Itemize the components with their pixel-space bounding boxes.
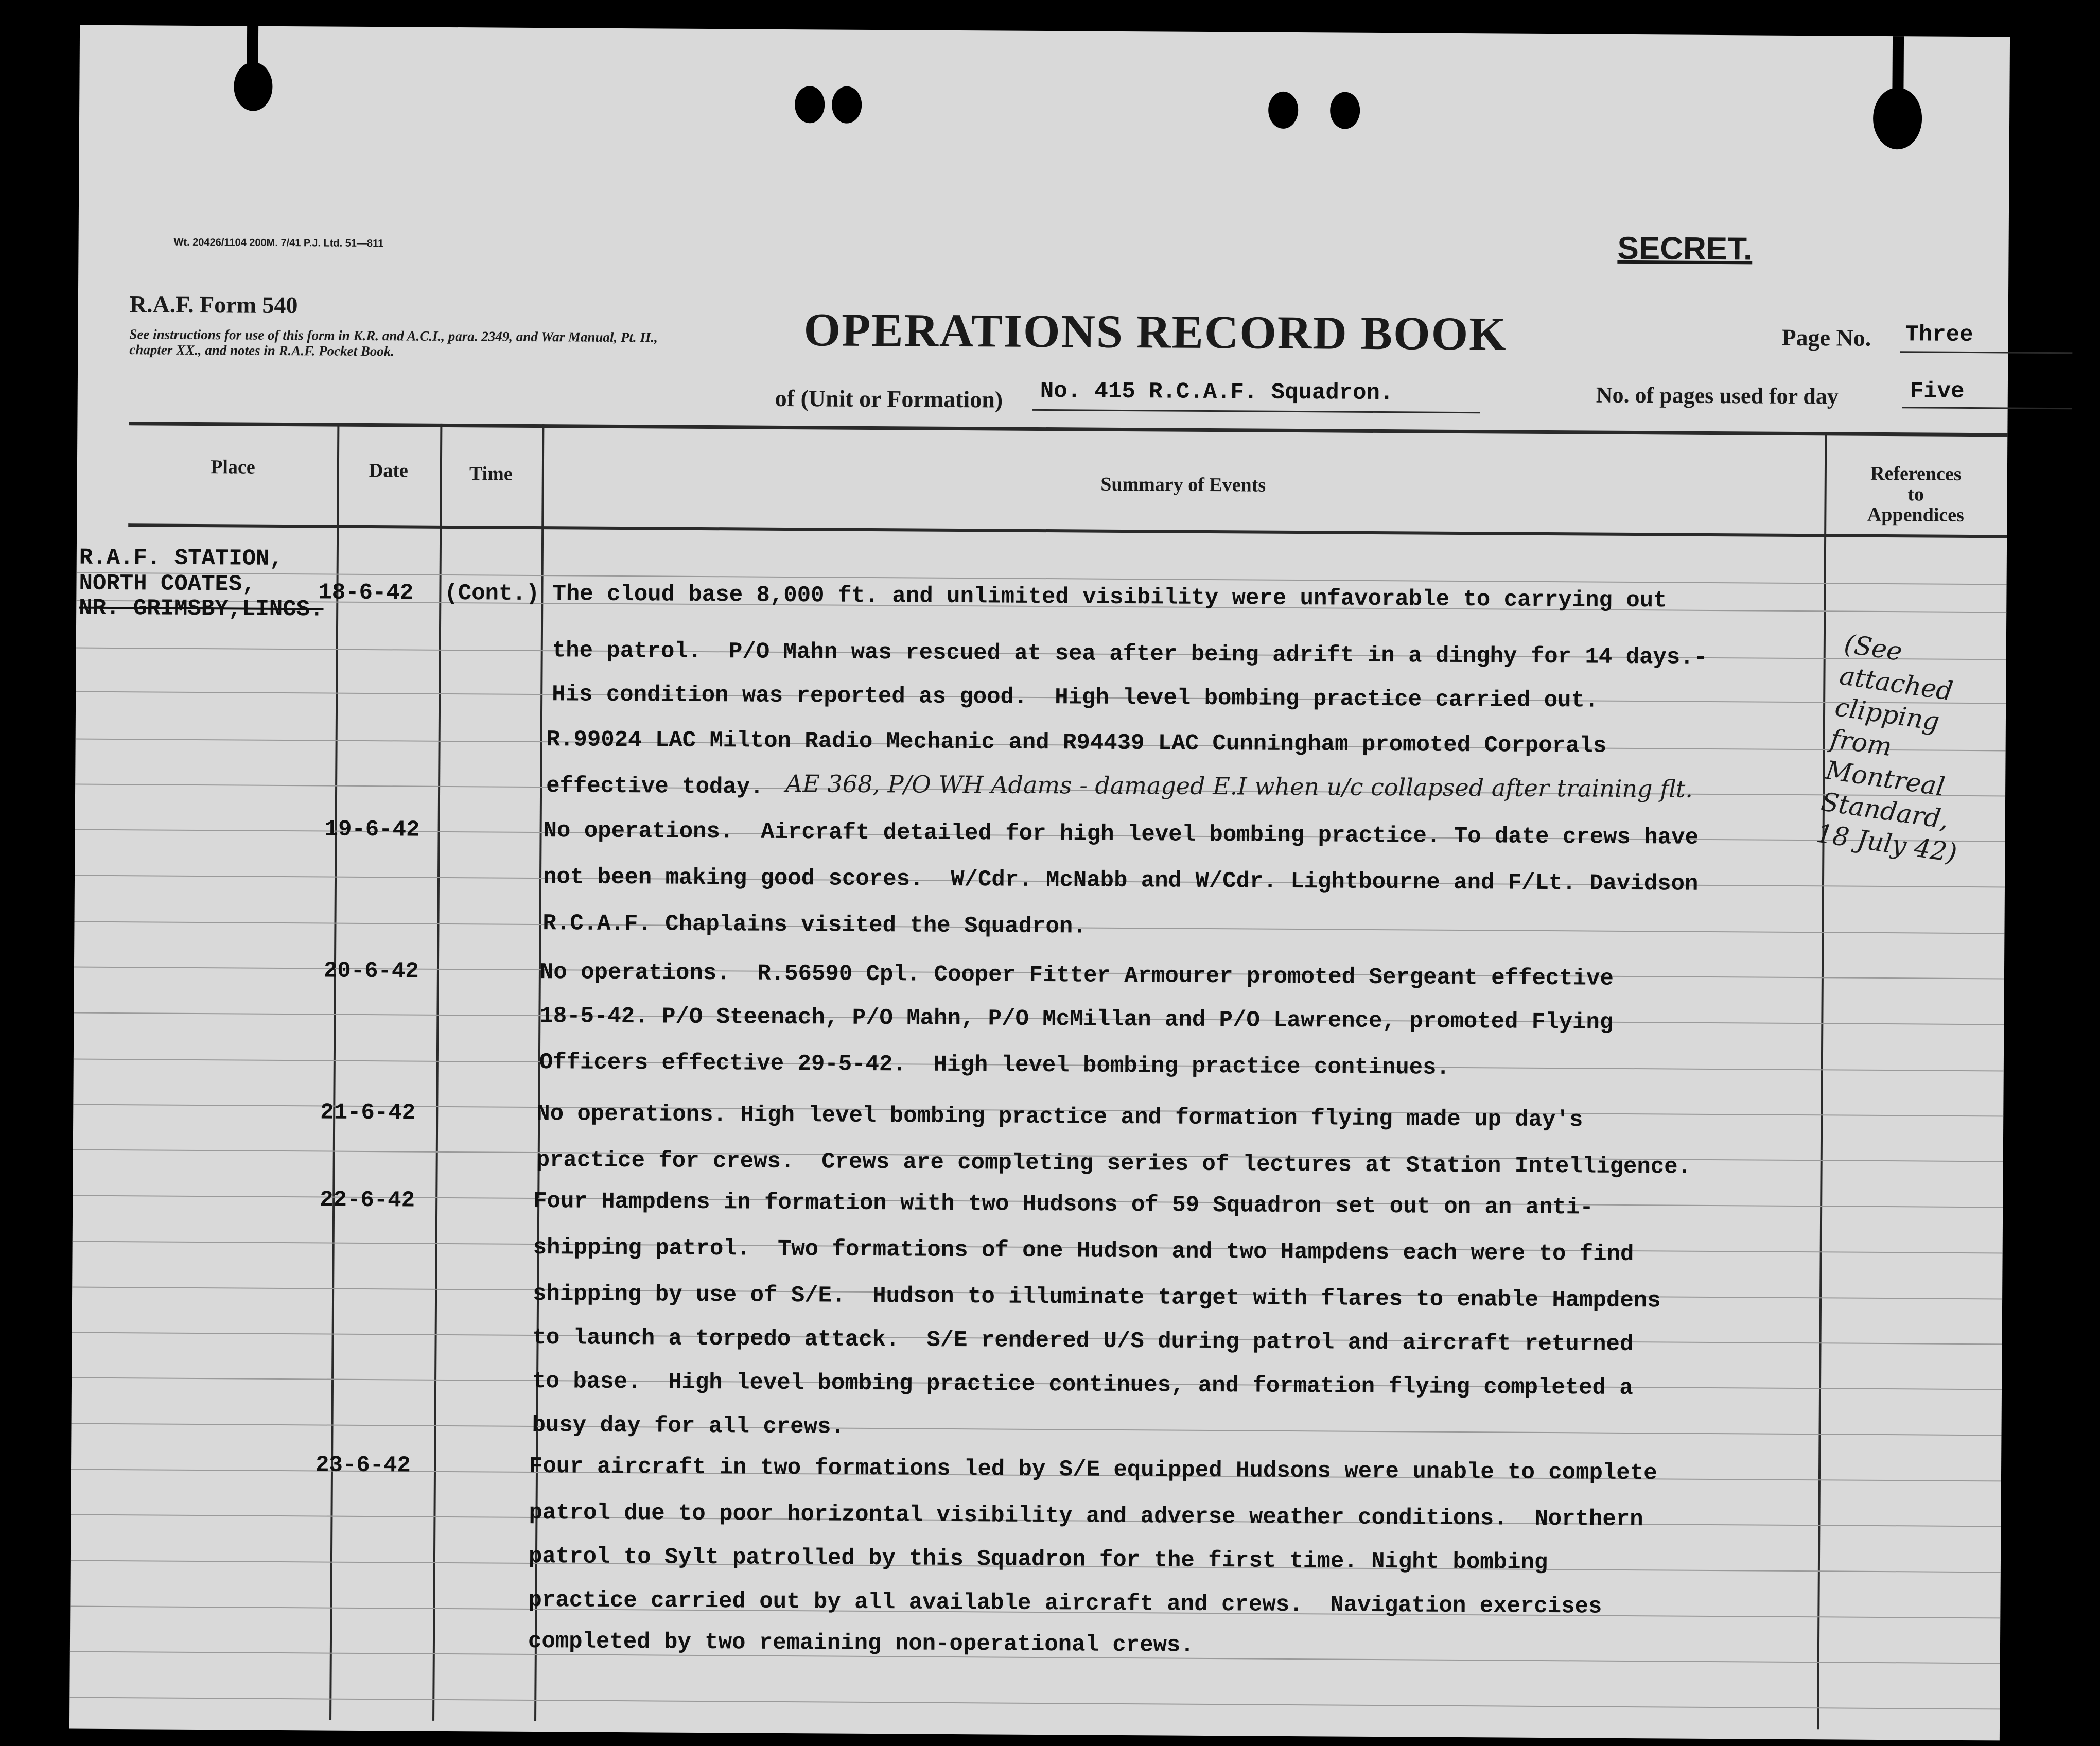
summary-line: effective today. — [546, 773, 764, 800]
unit-label: of (Unit or Formation) — [775, 385, 1003, 413]
unit-rule — [1032, 409, 1480, 413]
handwritten-annotation: AE 368, P/O WH Adams - damaged E.I when u/c collapsed after training flt. — [785, 769, 1693, 803]
col-divider-summary — [1817, 432, 1827, 1729]
col-divider-place — [329, 423, 339, 1720]
summary-line: Officers effective 29-5-42. High level bombing practice continues. — [539, 1050, 1450, 1081]
summary-line: No operations. R.56590 Cpl. Cooper Fitter Armourer promoted Sergeant effective — [539, 959, 1614, 992]
summary-line: The cloud base 8,000 ft. and unlimited visibility were unfavorable to carrying out — [552, 581, 1667, 614]
summary-line: patrol due to poor horizontal visibility and adverse weather conditions. Northern — [529, 1499, 1643, 1533]
summary-line: No operations. Aircraft detailed for high level bombing practice. To date crews have — [543, 818, 1699, 851]
page-no-label: Page No. — [1781, 324, 1871, 351]
page-no-value: Three — [1905, 322, 1973, 348]
summary-line: practice carried out by all available aircraft and crews. Navigation exercises — [528, 1587, 1602, 1620]
col-header-date: Date — [369, 460, 408, 482]
unit-value: No. 415 R.C.A.F. Squadron. — [1040, 378, 1394, 407]
form-instructions: See instructions for use of this form in K.R. and A.C.I., para. 2349, and War Manual, Pt. II., chapter XX., and notes in R.A.F. Pocket Book. — [129, 326, 658, 359]
summary-line: R.99024 LAC Milton Radio Mechanic and R94439 LAC Cunningham promoted Corporals — [546, 727, 1607, 759]
pages-used-label: No. of pages used for day — [1596, 382, 1839, 409]
entry-date: 18-6-42 — [318, 580, 414, 606]
pages-used-value: Five — [1910, 378, 1965, 405]
col-divider-date — [432, 424, 442, 1721]
entry-date: 19-6-42 — [324, 816, 420, 843]
entry-time: (Cont.) — [444, 580, 540, 607]
entry-date: 22-6-42 — [320, 1187, 415, 1214]
punch-hole-2 — [832, 86, 862, 124]
form-number: R.A.F. Form 540 — [129, 291, 298, 319]
summary-line: not been making good scores. W/Cdr. McNabb and W/Cdr. Lightbourne and F/Lt. Davidson — [542, 864, 1699, 897]
security-classification: SECRET. — [1617, 230, 1753, 267]
summary-line: No operations. High level bombing practice and formation flying made up day's — [536, 1101, 1583, 1133]
summary-line: to launch a torpedo attack. S/E rendered U/S during patrol and aircraft returned — [532, 1324, 1634, 1358]
summary-line: to base. High level bombing practice continues, and formation flying completed a — [532, 1368, 1633, 1402]
table-header-bottom-border — [128, 523, 2007, 538]
punch-hole-1 — [795, 86, 825, 123]
binder-slot-right — [1892, 36, 1904, 93]
page-no-rule — [1900, 351, 2072, 354]
summary-line: 18-5-42. P/O Steenach, P/O Mahn, P/O McMillan and P/O Lawrence, promoted Flying — [539, 1003, 1614, 1036]
place-line-3: NR. GRIMSBY,LINCS. — [79, 595, 324, 623]
pages-used-rule — [1902, 407, 2072, 409]
summary-line: the patrol. P/O Mahn was rescued at sea after being adrift in a dinghy for 14 days.- — [552, 638, 1708, 671]
entry-date: 21-6-42 — [320, 1099, 416, 1126]
summary-line: practice for crews. Crews are completing series of lectures at Station Intelligence. — [536, 1147, 1692, 1180]
summary-line: His condition was reported as good. High level bombing practice carried out. — [552, 682, 1599, 714]
binder-hole-left — [234, 62, 273, 111]
punch-hole-4 — [1330, 92, 1360, 129]
entry-date: 20-6-42 — [323, 958, 419, 985]
summary-line: completed by two remaining non-operational crews. — [528, 1628, 1194, 1658]
col-header-references: References to Appendices — [1867, 462, 1964, 526]
summary-line: Four aircraft in two formations led by S/E equipped Hudsons were unable to complete — [529, 1453, 1657, 1487]
page-title: OPERATIONS RECORD BOOK — [803, 303, 1508, 360]
place-line-2: NORTH COATES, — [79, 570, 256, 598]
summary-line: Four Hampdens in formation with two Hudsons of 59 Squadron set out on an anti- — [533, 1189, 1594, 1221]
printer-imprint: Wt. 20426/1104 200M. 7/41 P.J. Ltd. 51—811 — [173, 236, 384, 250]
binder-hole-right — [1873, 88, 1922, 150]
summary-line: patrol to Sylt patrolled by this Squadron for the first time. Night bombing — [528, 1543, 1548, 1576]
col-header-summary: Summary of Events — [1100, 473, 1266, 496]
col-header-time: Time — [469, 463, 513, 485]
punch-hole-3 — [1268, 92, 1298, 129]
table-top-border — [129, 422, 2007, 436]
place-line-1: R.A.F. STATION, — [79, 545, 284, 572]
summary-line: shipping by use of S/E. Hudson to illuminate target with flares to enable Hampdens — [532, 1281, 1661, 1314]
entry-date: 23-6-42 — [315, 1452, 411, 1479]
summary-line: R.C.A.F. Chaplains visited the Squadron. — [542, 911, 1087, 940]
reference-note: (See attached clipping from Montreal Standard, 18 July 42) — [1814, 628, 1959, 868]
summary-line: busy day for all crews. — [532, 1412, 845, 1440]
summary-line: shipping patrol. Two formations of one Hudson and two Hampdens each were to find — [533, 1235, 1634, 1268]
col-header-place: Place — [211, 456, 255, 478]
form-sheet — [69, 25, 2010, 1741]
